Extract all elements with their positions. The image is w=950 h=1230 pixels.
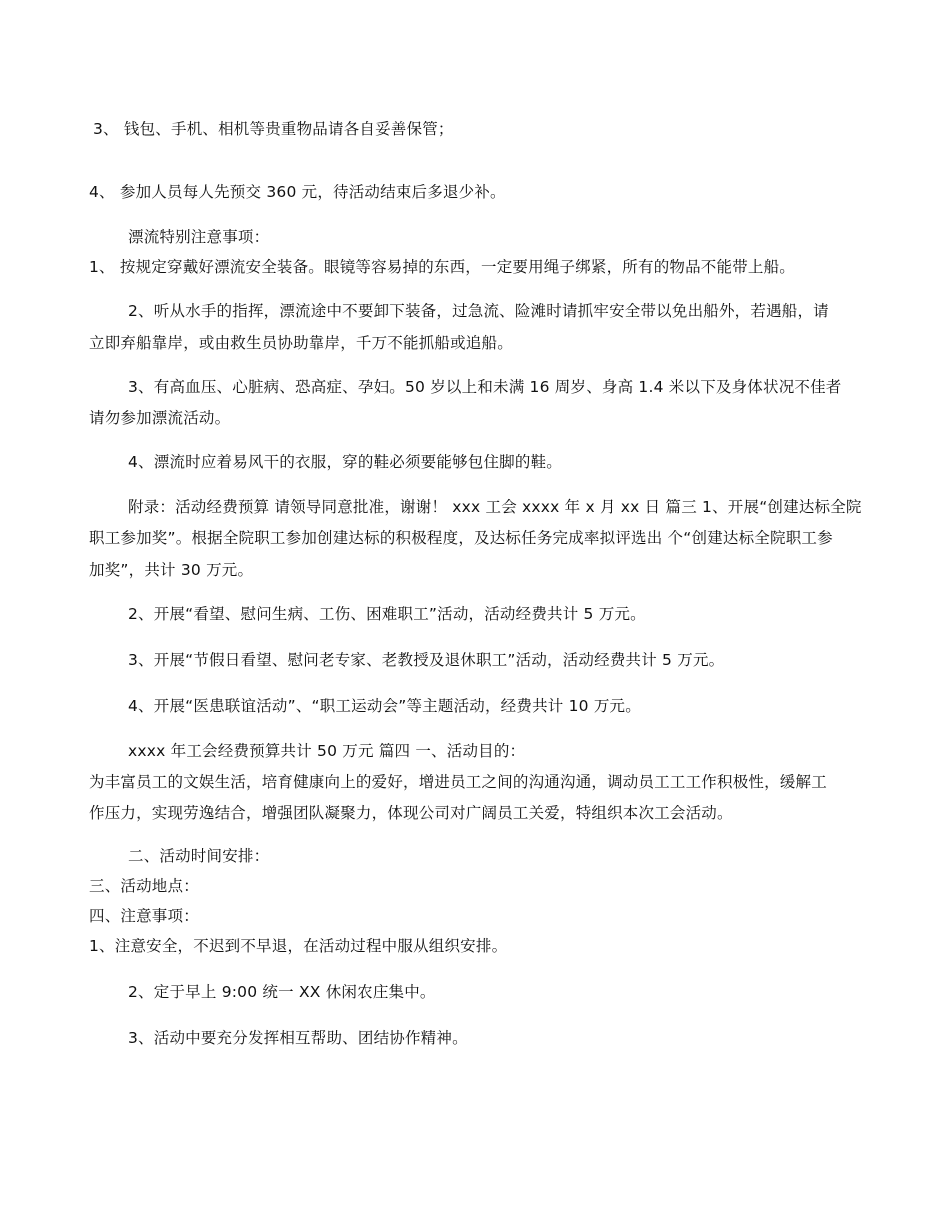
section-heading: 四、注意事项： (89, 907, 199, 925)
text-line: 附录：活动经费预算 请领导同意批准，谢谢！ xxx 工会 xxxx 年 x 月 xx 日 篇三 1、开展“创建达标全院 (128, 498, 862, 516)
text-line: 职工参加奖”。根据全院职工参加创建达标的积极程度，及达标任务完成率拟评选出 个“创建达标全院职工参 (89, 529, 833, 547)
text-line: 2、定于早上 9:00 统一 XX 休闲农庄集中。 (128, 983, 436, 1001)
text-line: 2、听从水手的指挥，漂流途中不要卸下装备，过急流、险滩时请抓牢安全带以免出船外，若遇船，请 (128, 302, 829, 320)
text-line: 3、开展“节假日看望、慰问老专家、老教授及退休职工”活动，活动经费共计 5 万元。 (128, 651, 725, 669)
text-line: 3、有高血压、心脏病、恐高症、孕妇。50 岁以上和未满 16 周岁、身高 1.4 米以下及身体状况不佳者 (128, 378, 842, 396)
text-line: 4、 参加人员每人先预交 360 元，待活动结束后多退少补。 (89, 183, 506, 201)
section-heading: 三、活动地点： (89, 877, 199, 895)
text-line: 3、 钱包、手机、相机等贵重物品请各自妥善保管； (93, 120, 454, 138)
section-heading: 漂流特别注意事项： (128, 228, 270, 246)
text-line: 1、 按规定穿戴好漂流安全装备。眼镜等容易掉的东西，一定要用绳子绑紧，所有的物品不能带上船。 (89, 258, 795, 276)
text-line: 3、活动中要充分发挥相互帮助、团结协作精神。 (128, 1029, 468, 1047)
text-line: 为丰富员工的文娱生活，培育健康向上的爱好，增进员工之间的沟通沟通，调动员工工工作积极性，缓解工 (89, 773, 827, 791)
text-line: 加奖”，共计 30 万元。 (89, 561, 254, 579)
text-line: 2、开展“看望、慰问生病、工伤、困难职工”活动，活动经费共计 5 万元。 (128, 605, 646, 623)
section-heading: 二、活动时间安排： (128, 847, 270, 865)
text-line: 4、漂流时应着易风干的衣服，穿的鞋必须要能够包住脚的鞋。 (128, 453, 562, 471)
text-line: 1、注意安全，不迟到不早退，在活动过程中服从组织安排。 (89, 937, 508, 955)
text-line: 作压力，实现劳逸结合，增强团队凝聚力，体现公司对广阔员工关爱，特组织本次工会活动。 (89, 804, 733, 822)
text-line: 请勿参加漂流活动。 (89, 409, 231, 427)
text-line: xxxx 年工会经费预算共计 50 万元 篇四 一、活动目的： (128, 742, 526, 760)
text-line: 立即弃船靠岸，或由救生员协助靠岸，千万不能抓船或追船。 (89, 334, 513, 352)
text-line: 4、开展“医患联谊活动”、“职工运动会”等主题活动，经费共计 10 万元。 (128, 697, 641, 715)
